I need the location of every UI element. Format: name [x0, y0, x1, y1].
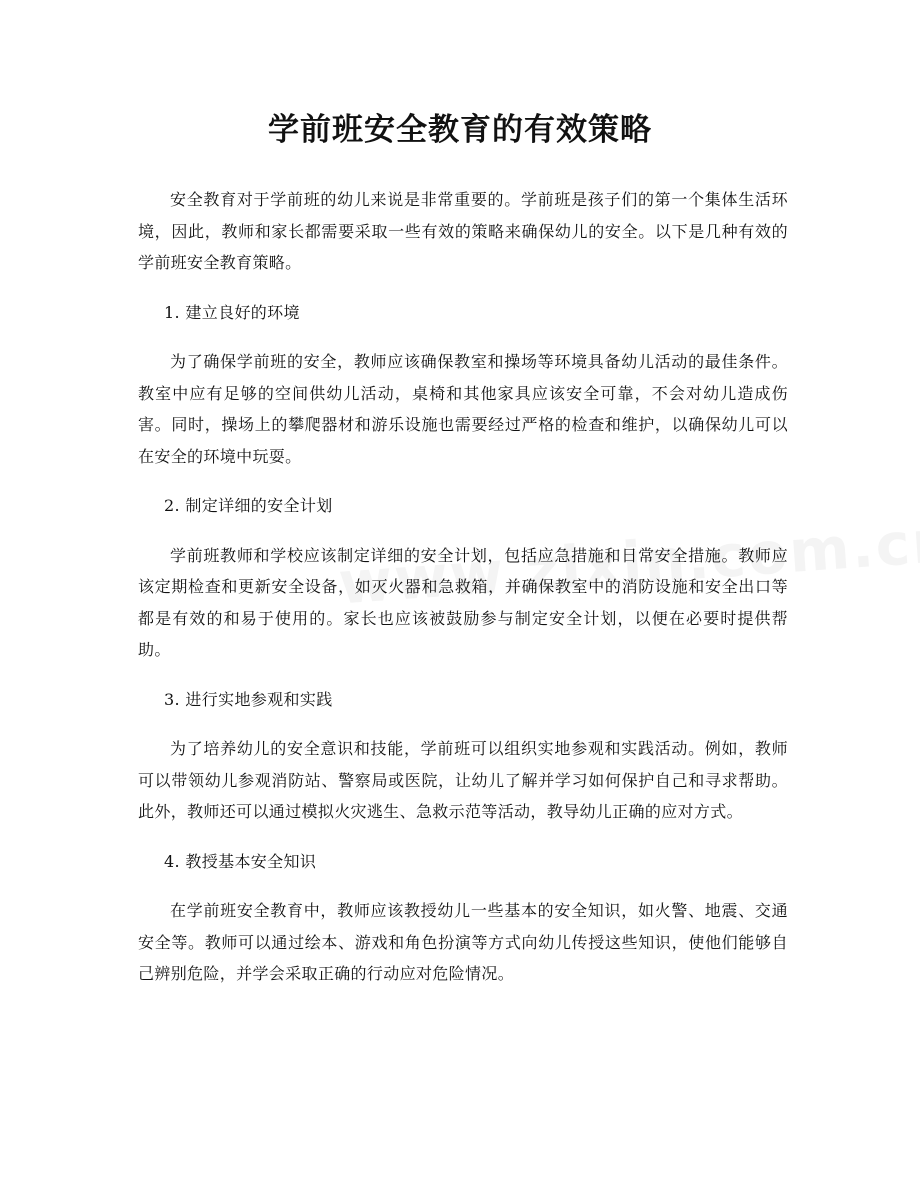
document-title: 学前班安全教育的有效策略: [268, 112, 652, 148]
section-2-paragraph: 学前班教师和学校应该制定详细的安全计划，包括应急措施和日常安全措施。教师应该定期检查和更新安全设备，如灭火器和急救箱，并确保教室中的消防设施和安全出口等都是有效的和易于使用的。家长也应该被鼓励参与制定安全计划，以便在必要时提供帮助。: [138, 545, 788, 659]
section-3-paragraph: 为了培养幼儿的安全意识和技能，学前班可以组织实地参观和实践活动。例如，教师可以带领幼儿参观消防站、警察局或医院，让幼儿了解并学习如何保护自己和寻求帮助。此外，教师还可以通过模拟火灾逃生、急救示范等活动，教导幼儿正确的应对方式。: [138, 739, 788, 821]
section-4-paragraph: 在学前班安全教育中，教师应该教授幼儿一些基本的安全知识，如火警、地震、交通安全等。教师可以通过绘本、游戏和角色扮演等方式向幼儿传授这些知识，使他们能够自己辨别危险，并学会采取正确的行动应对危险情况。: [138, 901, 788, 983]
section-1-paragraph: 为了确保学前班的安全，教师应该确保教室和操场等环境具备幼儿活动的最佳条件。教室中应有足够的空间供幼儿活动，桌椅和其他家具应该安全可靠，不会对幼儿造成伤害。同时，操场上的攀爬器材和游乐设施也需要经过严格的检查和维护，以确保幼儿可以在安全的环境中玩耍。: [138, 352, 788, 466]
section-3-heading: 3. 进行实地参观和实践: [164, 689, 333, 709]
section-4-heading: 4. 教授基本安全知识: [164, 851, 317, 871]
intro-paragraph: 安全教育对于学前班的幼儿来说是非常重要的。学前班是孩子们的第一个集体生活环境，因此，教师和家长都需要采取一些有效的策略来确保幼儿的安全。以下是几种有效的学前班安全教育策略。: [138, 190, 788, 272]
section-2-heading: 2. 制定详细的安全计划: [164, 496, 333, 515]
document-body: [138, 184, 788, 1008]
section-1-heading: 1. 建立良好的环境: [164, 302, 300, 322]
